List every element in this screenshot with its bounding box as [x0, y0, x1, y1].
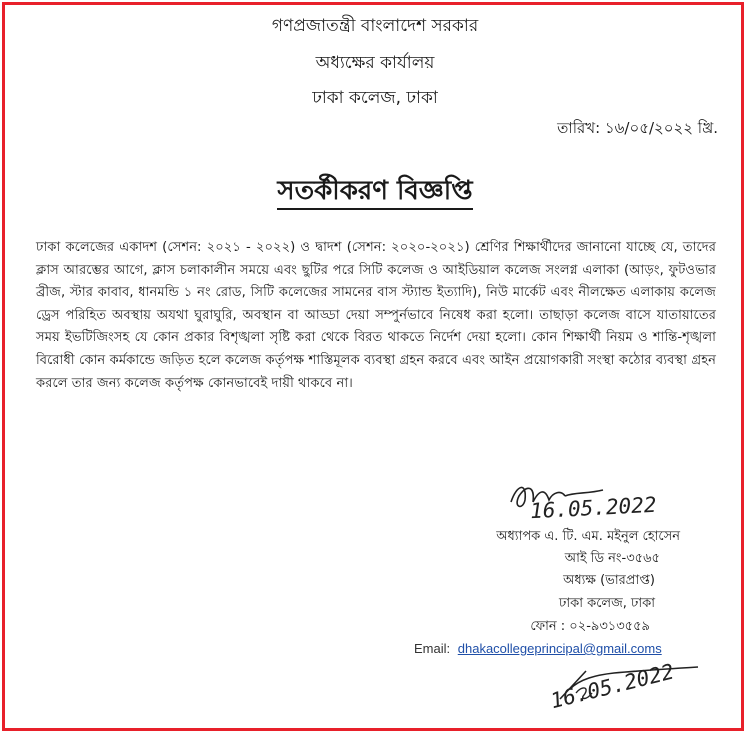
notice-title — [0, 170, 750, 214]
signatory-designation: অধ্যক্ষ (ভারপ্রাপ্ত) — [563, 573, 655, 588]
signatory-name: অধ্যাপক এ. টি. এম. মইনুল হোসেন — [496, 529, 680, 544]
email-row — [414, 641, 662, 656]
signatory-phone: ফোন : ০২-৯৩১৩৫৫৯ — [530, 619, 650, 634]
stamp-date: 16.05.2022 — [548, 659, 677, 714]
college-heading: ঢাকা কলেজ, ঢাকা — [312, 88, 438, 108]
office-heading: অধ্যক্ষের কার্যালয় — [315, 53, 435, 73]
govt-heading: গণপ্রজাতন্ত্রী বাংলাদেশ সরকার — [271, 16, 479, 36]
email-label: Email: — [414, 641, 451, 656]
signature-date: 16.05.2022 — [529, 492, 657, 524]
notice-body: ঢাকা কলেজের একাদশ (সেশন: ২০২১ - ২০২২) ও দ্বাদশ (সেশন: ২০২০-২০২১) শ্রেণির শিক্ষার্থীদের জানানো যাচ্ছে যে, তাদের ক্লাস আরম্ভের আগে, ক্লাস চলাকালীন সময়ে এবং ছুটির পরে সিটি কলেজ ও আইডিয়াল কলেজ সংলগ্ন এলাকা (আড়ং, ফুটওভার ব্রীজ, স্টার কাবাব, ধানমন্ডি ১ নং রোড, সিটি কলেজের সামনের বাস স্ট্যান্ড ইত্যাদি), নিউ মার্কেট এবং নীলক্ষেত এলাকায় কলেজ ড্রেস পরিহিত অবস্থায় অযথা ঘুরাঘুরি, অবস্থান বা আড্ডা দেয়া সম্পুর্নভাবে নিষেধ করা হলো। তাছাড়া কলেজ বাসে যাতায়াতের সময় ইভটিজিংসহ যে কোন প্রকার বিশৃঙ্খলা সৃষ্টি করা থেকে বিরত থাকতে নির্দেশ দেয়া হলো। কোন শিক্ষার্থী নিয়ম ও শান্তি-শৃঙ্খলা বিরোধী কোন কর্মকান্ডে জড়িত হলে কলেজ কর্তৃপক্ষ শাস্তিমূলক ব্যবস্থা গ্রহন করবে এবং আইন প্রয়োগকারী সংস্থা কঠোর ব্যবস্থা গ্রহন করলে তার জন্য কলেজ কর্তৃপক্ষ কোনভাবেই দায়ী থাকবে না। — [36, 240, 716, 391]
signatory-id: আই ডি নং-৩৫৬৫ — [564, 551, 660, 566]
notice-title-text: সতর্কীকরণ বিজ্ঞপ্তি — [277, 176, 472, 210]
notice-date: তারিখ: ১৬/০৫/২০২২ খ্রি. — [557, 119, 718, 137]
signatory-institution: ঢাকা কলেজ, ঢাকা — [558, 596, 655, 611]
email-link[interactable]: dhakacollegeprincipal@gmail.coms — [457, 641, 662, 656]
